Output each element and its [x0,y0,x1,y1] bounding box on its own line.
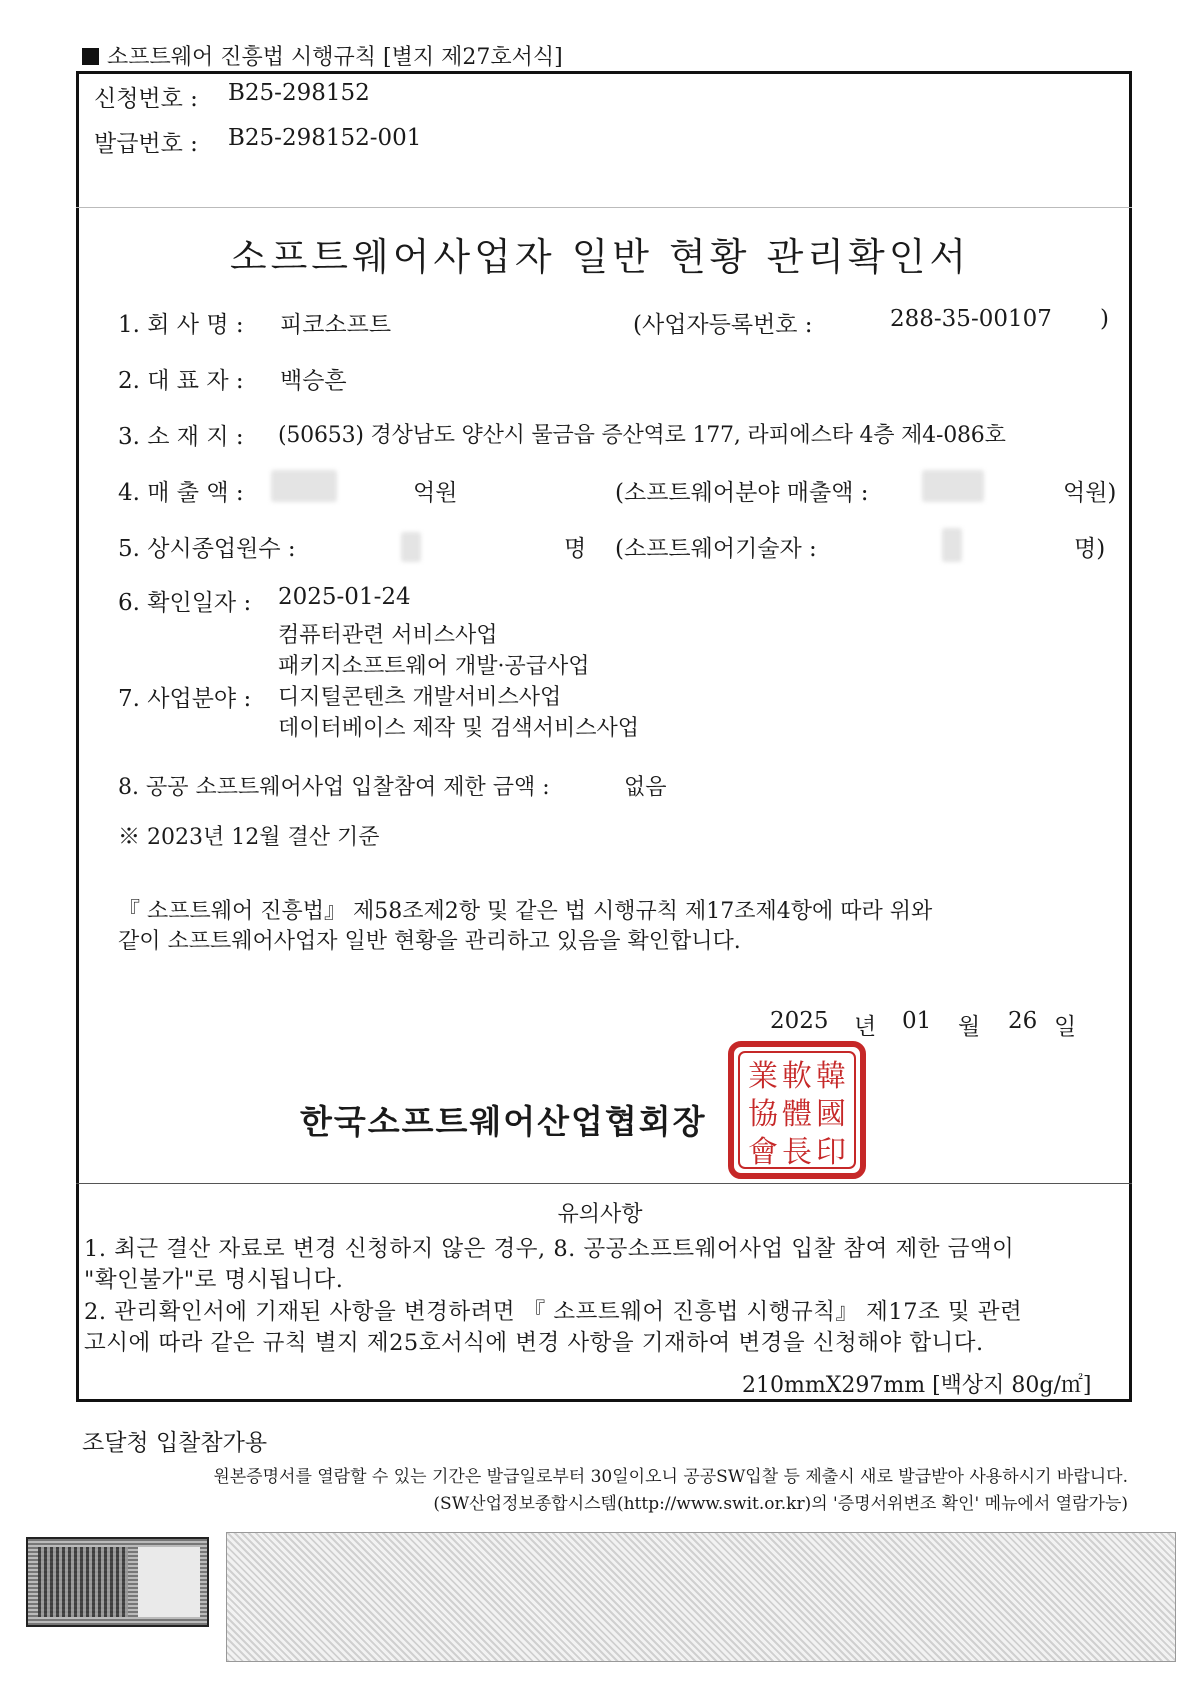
qr-side-label [138,1547,200,1617]
sw-sales-unit: 억원) [1063,480,1117,506]
sw-engineers-label: (소프트웨어기술자 : [615,536,817,562]
sw-sales-label: (소프트웨어분야 매출액 : [615,480,869,506]
svg-text:長: 長 [782,1135,812,1170]
divider-top [76,207,1132,208]
issue-day-unit: 일 [1054,1014,1077,1040]
issue-month: 01 [902,1008,932,1034]
issue-number-label: 발급번호 : [94,131,198,157]
issue-day: 26 [1008,1008,1038,1034]
square-bullet-icon [82,48,99,65]
bid-limit-label: 8. 공공 소프트웨어사업 입찰참여 제한 금액 : [118,775,550,800]
official-seal [727,1040,867,1180]
footer-note-1: 원본증명서를 열람할 수 있는 기간은 발급일로부터 30일이오니 공공SW입찰 등 제출시 새로 발급받아 사용하시기 바랍니다. [213,1467,1128,1487]
document-title: 소프트웨어사업자 일반 현황 관리확인서 [229,235,971,279]
business-field-2: 패키지소프트웨어 개발·공급사업 [278,654,590,679]
svg-text:軟: 軟 [782,1059,812,1094]
employees-label: 5. 상시종업원수 : [118,536,296,562]
svg-text:體: 體 [782,1097,812,1132]
statement-line-1: 『 소프트웨어 진흥법』 제58조제2항 및 같은 법 시행규칙 제17조제4항에 따라 위와 [118,899,933,924]
svg-text:會: 會 [748,1135,778,1170]
confirm-date-value: 2025-01-24 [278,584,411,610]
svg-text:韓: 韓 [816,1059,846,1094]
issue-number-value: B25-298152-001 [228,125,422,151]
sw-engineers-unit: 명) [1074,536,1106,562]
svg-text:協: 協 [748,1097,778,1132]
ceo-label: 2. 대 표 자 : [118,368,244,394]
company-label: 1. 회 사 명 : [118,312,244,338]
usage-purpose: 조달청 입찰참가용 [82,1430,268,1456]
issue-year: 2025 [770,1008,829,1034]
sw-sales-value-redacted [922,470,984,502]
qr-pattern [38,1547,128,1617]
svg-text:國: 國 [816,1097,846,1132]
sales-unit: 억원 [413,480,458,506]
notice-line-3: 2. 관리확인서에 기재된 사항을 변경하려면 『 소프트웨어 진흥법 시행규칙』 제17조 및 관련 [84,1299,1023,1325]
application-number-label: 신청번호 : [94,86,198,112]
employees-unit: 명 [564,536,587,562]
issuer-name: 한국소프트웨어산업협회장 [300,1102,707,1141]
application-number-value: B25-298152 [228,80,370,106]
company-value: 피코소프트 [280,312,392,338]
sw-engineers-value-redacted [942,528,962,562]
verification-qr-code [26,1537,209,1627]
business-reg-close: ) [1100,306,1109,332]
divider-notice [76,1183,1132,1184]
address-value: (50653) 경상남도 양산시 물금읍 증산역로 177, 라피에스타 4층 제4-086호 [278,423,1006,448]
business-field-label: 7. 사업분야 : [118,686,252,712]
business-reg-label: (사업자등록번호 : [633,312,813,338]
notice-line-1: 1. 최근 결산 자료로 변경 신청하지 않은 경우, 8. 공공소프트웨어사업 입찰 참여 제한 금액이 [84,1236,1015,1262]
bid-limit-value: 없음 [624,775,667,800]
svg-text:業: 業 [748,1059,778,1094]
statement-line-2: 같이 소프트웨어사업자 일반 현황을 관리하고 있음을 확인합니다. [118,929,741,954]
verification-2d-barcode [226,1532,1176,1662]
settlement-basis-note: ※ 2023년 12월 결산 기준 [118,825,380,850]
issue-year-unit: 년 [854,1014,877,1040]
business-reg-value: 288-35-00107 [890,306,1052,332]
business-field-4: 데이터베이스 제작 및 검색서비스사업 [278,716,640,741]
employees-value-redacted [401,532,421,562]
sales-value-redacted [271,470,337,502]
ceo-value: 백승흔 [280,368,347,394]
business-field-3: 디지털콘텐츠 개발서비스사업 [278,685,562,710]
issue-month-unit: 월 [958,1014,981,1040]
notice-title: 유의사항 [557,1202,643,1227]
form-reference [82,40,563,71]
footer-note-2: (SW산업정보종합시스템(http://www.swit.or.kr)의 '증명서위변조 확인' 메뉴에서 열람가능) [433,1494,1128,1514]
svg-text:印: 印 [816,1135,846,1170]
notice-line-4: 고시에 따라 같은 규칙 별지 제25호서식에 변경 사항을 기재하여 변경을 신청해야 합니다. [84,1330,984,1356]
paper-spec: 210mmX297mm [백상지 80g/㎡] [742,1373,1092,1398]
sales-label: 4. 매 출 액 : [118,480,244,506]
form-reference-text: 소프트웨어 진흥법 시행규칙 [별지 제27호서식] [107,45,563,70]
confirm-date-label: 6. 확인일자 : [118,590,252,616]
business-field-1: 컴퓨터관련 서비스사업 [278,623,498,648]
address-label: 3. 소 재 지 : [118,424,244,450]
notice-line-2: "확인불가"로 명시됩니다. [84,1267,344,1293]
